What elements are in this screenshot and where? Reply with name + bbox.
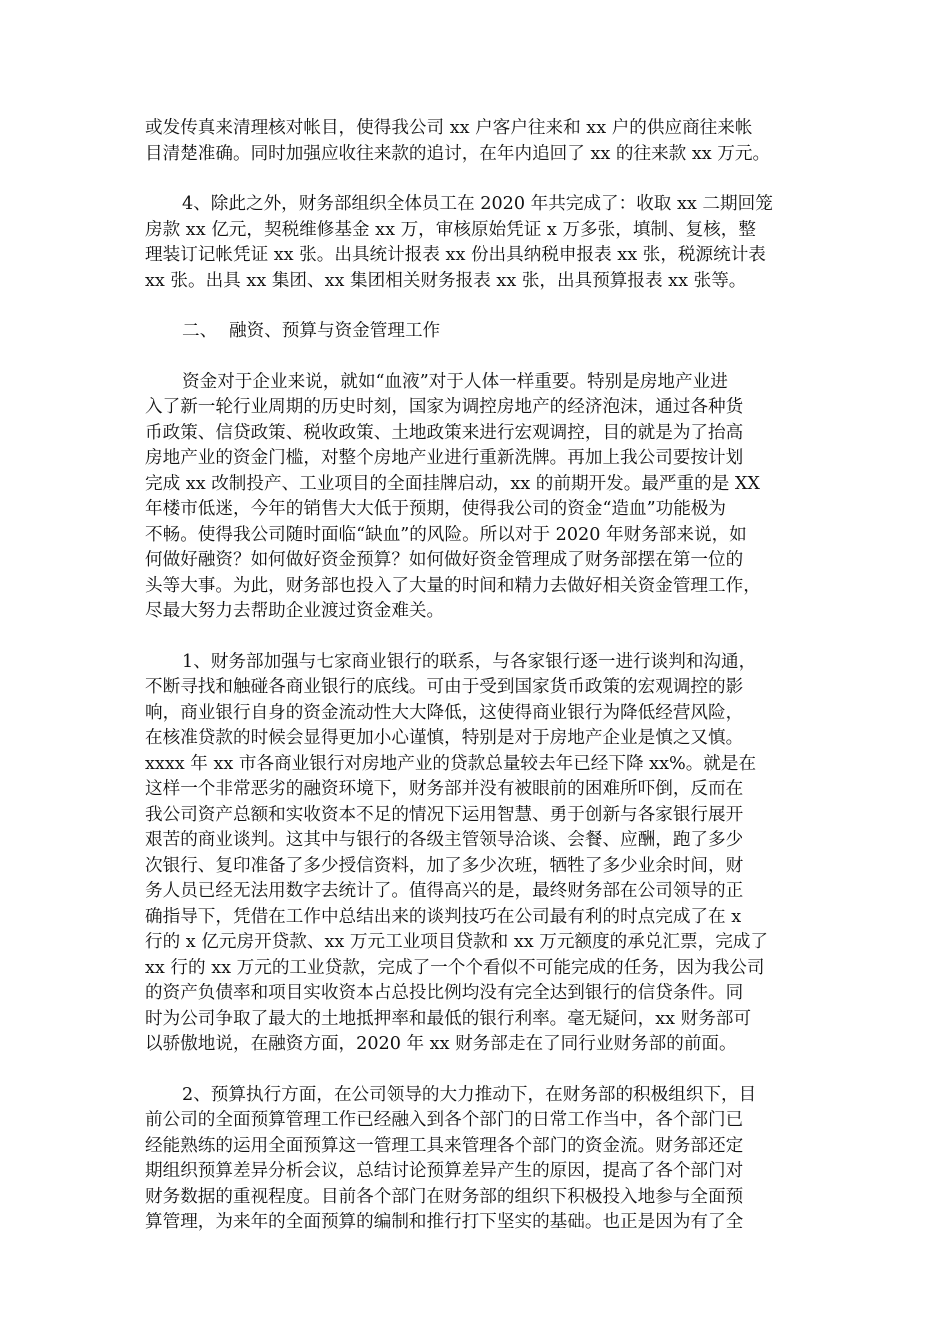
text-line: 房款 xx 亿元，契税维修基金 xx 万，审核原始凭证 x 万多张，填制、复核，整 <box>145 219 756 240</box>
text-line: 的资产负债率和项目实收资本占总投比例均没有完全达到银行的信贷条件。同 <box>145 983 744 1003</box>
text-line: 头等大事。为此，财务部也投入了大量的时间和精力去做好相关资金管理工作， <box>145 575 761 596</box>
section-number: 二、 <box>182 321 218 341</box>
text-line: 年楼市低迷，今年的销售大大低于预期，使得我公司的资金“造血”功能极为 <box>145 499 726 519</box>
text-line: 尽最大努力去帮助企业渡过资金难关。 <box>145 601 445 621</box>
text-line: 次银行、复印准备了多少授信资料，加了多少次班，牺牲了多少业余时间，财 <box>145 855 744 876</box>
text-line: 不畅。使得我公司随时面临“缺血”的风险。所以对于 2020 年财务部来说，如 <box>145 524 747 545</box>
text-line: 目清楚准确。同时加强应收往来款的追讨，在年内追回了 xx 的往来款 xx 万元。 <box>145 143 771 164</box>
text-line: 完成 xx 改制投产、工业项目的全面挂牌启动，xx 的前期开发。最严重的是 XX <box>145 473 760 494</box>
text-line: 确指导下，凭借在工作中总结出来的谈判技巧在公司最有利的时点完成了在 x <box>145 906 742 927</box>
section-title: 融资、预算与资金管理工作 <box>229 321 441 341</box>
text-line: xx 张。出具 xx 集团、xx 集团相关财务报表 xx 张，出具预算报表 xx 张等。 <box>145 270 747 291</box>
text-line: 务人员已经无法用数字去统计了。值得高兴的是，最终财务部在公司领导的正 <box>145 881 744 901</box>
text-line: 行的 x 亿元房开贷款、xx 万元工业项目贷款和 xx 万元额度的承兑汇票，完成了 <box>145 932 768 952</box>
text-line: 入了新一轮行业周期的历史时刻，国家为调控房地产的经济泡沫，通过各种货 <box>145 397 744 417</box>
paragraph-item-1 <box>145 650 821 1058</box>
text-line: 币政策、信贷政策、税收政策、土地政策来进行宏观调控，目的就是为了抬高 <box>145 422 744 443</box>
text-line: 或发传真来清理核对帐目，使得我公司 xx 户客户往来和 xx 户的供应商往来帐 <box>145 118 753 138</box>
text-line: 理装订记帐凭证 xx 张。出具统计报表 xx 份出具纳税申报表 xx 张，税源统计表 <box>145 245 766 265</box>
text-line: 期组织预算差异分析会议，总结讨论预算差异产生的原因，提高了各个部门对 <box>145 1161 744 1181</box>
text-line: 资金对于企业来说，就如“血液”对于人体一样重要。特别是房地产业进 <box>182 371 728 392</box>
text-line: 房地产业的资金门槛，对整个房地产业进行重新洗牌。再加上我公司要按计划 <box>145 448 744 468</box>
text-line: 2、预算执行方面，在公司领导的大力推动下，在财务部的积极组织下，目 <box>182 1084 757 1105</box>
text-line: 4、除此之外，财务部组织全体员工在 2020 年共完成了：收取 xx 二期回笼 <box>182 194 773 214</box>
paragraph-item-4 <box>145 192 821 294</box>
text-line: xxxx 年 xx 市各商业银行对房地产业的贷款总量较去年已经下降 xx%。就是在 <box>145 753 757 774</box>
text-line: 我公司资产总额和实收资本不足的情况下运用智慧、勇于创新与各家银行展开 <box>145 804 744 825</box>
section-heading <box>145 319 821 345</box>
paragraph-funds <box>145 370 821 625</box>
text-line: 在核准贷款的时候会显得更加小心谨慎，特别是对于房地产企业是慎之又慎。 <box>145 728 744 748</box>
text-line: 时为公司争取了最大的土地抵押率和最低的银行利率。毫无疑问，xx 财务部可 <box>145 1008 752 1029</box>
document-page <box>145 116 821 1261</box>
text-line: 算管理，为来年的全面预算的编制和推行打下坚实的基础。也正是因为有了全 <box>145 1212 744 1232</box>
text-line: 何做好融资？如何做好资金预算？如何做好资金管理成了财务部摆在第一位的 <box>145 550 744 570</box>
paragraph-intro-tail <box>145 116 821 167</box>
paragraph-item-2 <box>145 1083 821 1236</box>
text-line: xx 行的 xx 万元的工业贷款，完成了一个个看似不可能完成的任务，因为我公司 <box>145 957 765 978</box>
text-line: 以骄傲地说，在融资方面，2020 年 xx 财务部走在了同行业财务部的前面。 <box>145 1034 737 1054</box>
text-line: 前公司的全面预算管理工作已经融入到各个部门的日常工作当中，各个部门已 <box>145 1110 744 1130</box>
text-line: 这样一个非常恶劣的融资环境下，财务部并没有被眼前的困难所吓倒，反而在 <box>145 779 744 799</box>
text-line: 1、财务部加强与七家商业银行的联系，与各家银行逐一进行谈判和沟通， <box>182 651 757 672</box>
text-line: 不断寻找和触碰各商业银行的底线。可由于受到国家货币政策的宏观调控的影 <box>145 677 744 697</box>
text-line: 艰苦的商业谈判。这其中与银行的各级主管领导洽谈、会餐、应酬，跑了多少 <box>145 830 744 850</box>
text-line: 经能熟练的运用全面预算这一管理工具来管理各个部门的资金流。财务部还定 <box>145 1135 744 1156</box>
text-line: 响，商业银行自身的资金流动性大大降低，这使得商业银行为降低经营风险， <box>145 702 744 723</box>
text-line: 财务数据的重视程度。目前各个部门在财务部的组织下积极投入地参与全面预 <box>145 1186 744 1207</box>
